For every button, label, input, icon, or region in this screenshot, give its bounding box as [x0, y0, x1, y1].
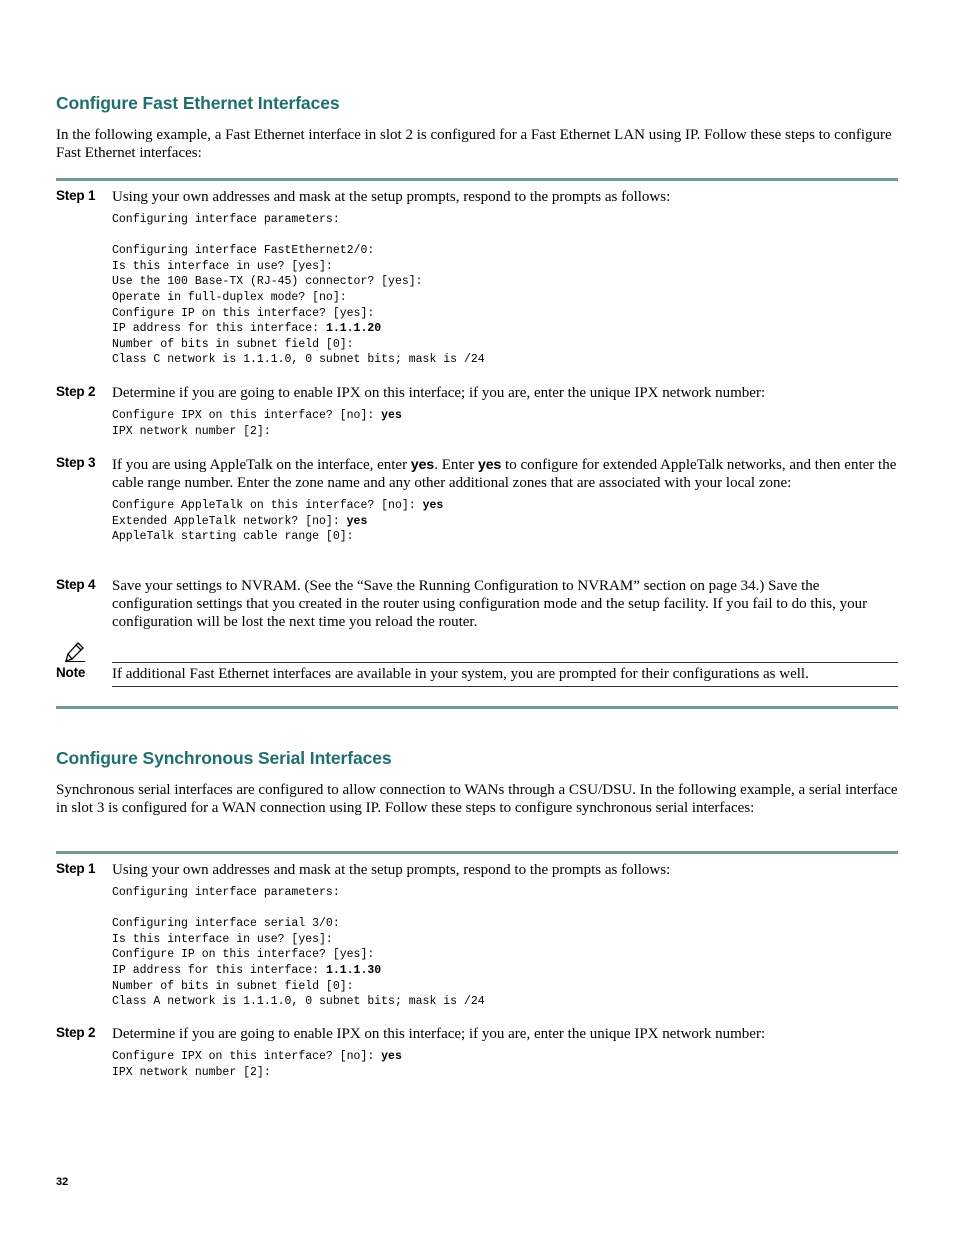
code-line: [112, 322, 381, 335]
command-yes: yes: [477, 456, 502, 472]
code-text: Extended AppleTalk network? [no]:: [112, 514, 347, 528]
step-label: Step 3: [56, 455, 96, 470]
code-text: IPX network number [2]:: [112, 424, 271, 438]
code-line: [112, 353, 485, 366]
code-block: [112, 498, 898, 545]
code-text: Configuring interface FastEthernet2/0:: [112, 244, 375, 258]
step-label: Step 2: [56, 384, 96, 399]
code-text: Class C network is 1.1.1.0, 0 subnet bits; mask is /24: [112, 353, 485, 367]
section-rule: [56, 851, 898, 854]
code-text: Is this interface in use? [yes]:: [112, 259, 333, 273]
code-line: [112, 338, 354, 351]
code-line: [112, 275, 423, 288]
code-block: [112, 1049, 898, 1080]
pencil-icon: [64, 640, 86, 662]
step-text: [112, 455, 898, 492]
code-line: [112, 964, 381, 977]
code-line: [112, 515, 367, 528]
step-body: [112, 577, 898, 631]
step-body: [112, 1025, 898, 1080]
step-text: Determine if you are going to enable IPX on this interface; if you are, enter the unique IPX network number:: [112, 385, 766, 401]
step-text: Using your own addresses and mask at the setup prompts, respond to the prompts as follows:: [112, 862, 671, 878]
code-input-value: yes: [422, 499, 444, 512]
step-label: Step 1: [56, 188, 96, 203]
code-line: [112, 933, 333, 946]
section-rule: [56, 706, 898, 709]
code-text: Configure IPX on this interface? [no]:: [112, 409, 382, 422]
note-text: If additional Fast Ethernet interfaces are available in your system, you are prompted for their configurations as well.: [112, 666, 809, 682]
code-line: [112, 886, 340, 899]
section-intro-fast-ethernet: In the following example, a Fast Ethernet interface in slot 2 is configured for a Fast Ethernet LAN using IP. Follow these steps to configure Fast Ethernet interfaces:: [56, 127, 892, 161]
code-text: AppleTalk starting cable range [0]:: [112, 530, 354, 544]
note-top-rule: [112, 662, 898, 663]
code-text: Use the 100 Base-TX (RJ-45) connector? [yes]:: [112, 275, 423, 289]
code-line: [112, 995, 485, 1008]
section-title-synchronous-serial: Configure Synchronous Serial Interfaces: [56, 748, 392, 768]
command-yes: yes: [410, 456, 435, 472]
code-line: [112, 244, 374, 257]
code-line: [112, 1050, 402, 1063]
code-text: Configuring interface parameters:: [112, 213, 340, 226]
code-line: [112, 291, 347, 304]
code-line: [112, 409, 402, 422]
code-line: [112, 530, 354, 543]
step-text-part: . Enter: [434, 457, 478, 473]
code-line: [112, 948, 374, 961]
code-text: IP address for this interface:: [112, 963, 326, 977]
code-input-value: 1.1.1.20: [325, 322, 382, 336]
code-line: [112, 307, 374, 320]
code-text: Is this interface in use? [yes]:: [112, 932, 333, 946]
code-text: Configure AppleTalk on this interface? [no]:: [112, 499, 423, 512]
code-text: IP address for this interface:: [112, 322, 326, 336]
code-input-value: 1.1.1.30: [325, 963, 382, 977]
code-text: Number of bits in subnet field [0]:: [112, 979, 354, 993]
code-line: [112, 980, 354, 993]
step-label: Step 2: [56, 1025, 96, 1040]
code-line: [112, 213, 340, 226]
section-rule: [56, 178, 898, 181]
section-title-fast-ethernet: Configure Fast Ethernet Interfaces: [56, 93, 340, 113]
code-line: [112, 425, 271, 438]
code-block: [112, 408, 898, 439]
code-input-value: yes: [381, 409, 402, 422]
code-text: Configure IP on this interface? [yes]:: [112, 948, 375, 962]
code-line: [112, 917, 340, 930]
step-label: Step 1: [56, 861, 96, 876]
code-line: [112, 499, 443, 512]
note-label: Note: [56, 665, 86, 680]
page-number: 32: [56, 1176, 69, 1188]
step-text: Determine if you are going to enable IPX on this interface; if you are, enter the unique IPX network number:: [112, 1026, 766, 1042]
step-label: Step 4: [56, 577, 96, 592]
code-text: IPX network number [2]:: [112, 1065, 271, 1079]
code-input-value: yes: [381, 1050, 402, 1063]
code-line: [112, 1066, 271, 1079]
step-body: [112, 455, 898, 545]
code-block: [112, 885, 898, 1010]
code-text: Configuring interface serial 3/0:: [112, 917, 340, 931]
code-text: Operate in full-duplex mode? [no]:: [112, 290, 347, 304]
code-text: Configure IP on this interface? [yes]:: [112, 306, 375, 320]
code-text: Configuring interface parameters:: [112, 886, 340, 899]
step-text-part: to configure for extended AppleTalk networks, and then enter the cable range number. Enter the zone name and any other additional zones that are associated with your local zone:: [112, 457, 897, 491]
code-input-value: yes: [346, 514, 368, 528]
code-block: [112, 212, 898, 368]
step-text: Save your settings to NVRAM. (See the “Save the Running Configuration to NVRAM” section on page 34.) Save the configuration settings that you created in the router using configuration mode and the setup facility. If you fail to do this, your configuration will be lost the next time you reload the router.: [112, 578, 868, 630]
code-text: Class A network is 1.1.1.0, 0 subnet bits; mask is /24: [112, 995, 485, 1009]
section-intro-synchronous-serial: Synchronous serial interfaces are configured to allow connection to WANs through a CSU/DSU. In the following example, a serial interface in slot 3 is configured for a WAN connection using IP. Follow these steps to configure synchronous serial interfaces:: [56, 782, 898, 816]
code-line: [112, 260, 333, 273]
code-text: Number of bits in subnet field [0]:: [112, 337, 354, 351]
step-body: [112, 861, 898, 1010]
step-body: [112, 384, 898, 439]
note-bottom-rule: [112, 686, 898, 687]
step-body: [112, 188, 898, 368]
step-text: Using your own addresses and mask at the setup prompts, respond to the prompts as follows:: [112, 189, 671, 205]
code-text: Configure IPX on this interface? [no]:: [112, 1050, 382, 1063]
step-text-part: If you are using AppleTalk on the interface, enter: [112, 457, 411, 473]
